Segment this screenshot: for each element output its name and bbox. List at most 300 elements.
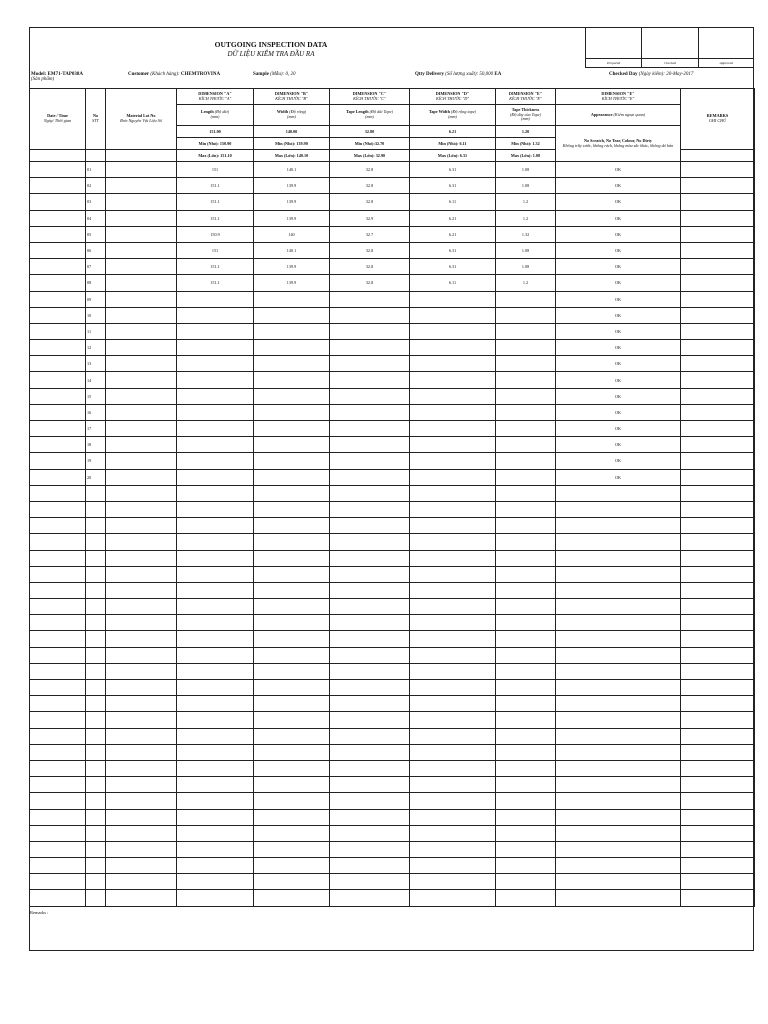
empty-cell: [254, 663, 330, 679]
empty-cell: [30, 534, 86, 550]
date-cell: [30, 210, 86, 226]
date-cell: [30, 162, 86, 178]
empty-row: [30, 501, 755, 517]
empty-cell: [177, 599, 254, 615]
empty-cell: [681, 518, 755, 534]
dim-e-cell: [496, 388, 556, 404]
empty-cell: [556, 841, 681, 857]
empty-cell: [86, 712, 106, 728]
date-cell: [30, 226, 86, 242]
empty-cell: [254, 534, 330, 550]
empty-cell: [30, 841, 86, 857]
no-cell: 11: [86, 323, 106, 339]
empty-cell: [86, 825, 106, 841]
dim-c-cell: [330, 437, 410, 453]
empty-cell: [86, 663, 106, 679]
empty-cell: [106, 582, 177, 598]
customer-info: Customer (Khách hàng): CHEMTROVINA: [128, 72, 221, 77]
empty-cell: [177, 696, 254, 712]
empty-cell: [496, 760, 556, 776]
empty-cell: [556, 809, 681, 825]
table-row: [30, 437, 755, 453]
empty-cell: [177, 841, 254, 857]
dim-e-cell: 1.2: [496, 194, 556, 210]
empty-cell: [410, 550, 496, 566]
empty-cell: [254, 858, 330, 874]
empty-cell: [330, 647, 410, 663]
empty-cell: [556, 890, 681, 906]
empty-cell: [177, 744, 254, 760]
dim-e-cell: [496, 372, 556, 388]
dim-a-cell: [177, 453, 254, 469]
empty-row: [30, 566, 755, 582]
document-title: OUTGOING INSPECTION DATA: [214, 40, 328, 49]
empty-row: [30, 534, 755, 550]
remarks-cell: [681, 259, 755, 275]
empty-cell: [681, 631, 755, 647]
empty-cell: [496, 615, 556, 631]
empty-cell: [410, 858, 496, 874]
lot-cell: [106, 307, 177, 323]
header-dim-d: DIMENSION "D" KÍCH THƯỚC "D": [410, 89, 496, 105]
remarks-cell: [681, 162, 755, 178]
date-cell: [30, 259, 86, 275]
empty-cell: [30, 744, 86, 760]
empty-cell: [106, 712, 177, 728]
empty-cell: [410, 663, 496, 679]
dim-c-cell: [330, 307, 410, 323]
dim-e-cell: 1.08: [496, 178, 556, 194]
remarks-cell: [681, 437, 755, 453]
empty-cell: [556, 858, 681, 874]
empty-cell: [177, 534, 254, 550]
header-dim-a: DIMENSION "A" KÍCH THƯỚC "A": [177, 89, 254, 105]
dim-e-cell: 1.08: [496, 242, 556, 258]
empty-cell: [177, 825, 254, 841]
lot-cell: [106, 275, 177, 291]
dim-a-cell: [177, 372, 254, 388]
dim-a-cell: 151.1: [177, 178, 254, 194]
empty-cell: [106, 566, 177, 582]
empty-cell: [106, 534, 177, 550]
empty-cell: [30, 485, 86, 501]
date-cell: [30, 291, 86, 307]
dim-c-cell: 32.9: [330, 210, 410, 226]
empty-cell: [330, 599, 410, 615]
table-row: [30, 421, 755, 437]
header-tape-width: Tape Width (Độ rộng tape) (mm): [410, 105, 496, 126]
appearance-cell: OK: [556, 307, 681, 323]
empty-cell: [106, 744, 177, 760]
header-no: No STT: [86, 89, 106, 150]
empty-cell: [330, 712, 410, 728]
empty-cell: [177, 858, 254, 874]
dim-d-cell: [410, 437, 496, 453]
empty-cell: [556, 582, 681, 598]
remarks-cell: [681, 178, 755, 194]
dim-c-cell: [330, 323, 410, 339]
table-row: [30, 388, 755, 404]
empty-cell: [556, 663, 681, 679]
dim-b-cell: 140: [254, 226, 330, 242]
empty-cell: [330, 744, 410, 760]
empty-cell: [496, 696, 556, 712]
header-width: Width (Độ rộng) (mm): [254, 105, 330, 126]
empty-cell: [410, 874, 496, 890]
empty-row: [30, 777, 755, 793]
empty-cell: [496, 680, 556, 696]
signature-prepared: Prepared: [586, 27, 642, 67]
empty-row: [30, 615, 755, 631]
max-a: Max (Lớn): 151.10: [177, 150, 254, 162]
dim-a-cell: 151: [177, 162, 254, 178]
dim-e-cell: [496, 469, 556, 485]
empty-cell: [30, 599, 86, 615]
empty-row: [30, 696, 755, 712]
empty-cell: [496, 728, 556, 744]
empty-cell: [496, 599, 556, 615]
empty-cell: [410, 728, 496, 744]
no-cell: 13: [86, 356, 106, 372]
table-row: [30, 259, 755, 275]
no-cell: 01: [86, 162, 106, 178]
empty-cell: [681, 501, 755, 517]
empty-row: [30, 809, 755, 825]
date-cell: [30, 356, 86, 372]
date-cell: [30, 437, 86, 453]
empty-cell: [86, 874, 106, 890]
empty-cell: [556, 501, 681, 517]
nominal-b: 140.00: [254, 126, 330, 138]
empty-cell: [556, 777, 681, 793]
dim-b-cell: [254, 469, 330, 485]
signature-checked: Checked: [642, 27, 698, 67]
max-e: Max (Lớn): 1.08: [496, 150, 556, 162]
empty-cell: [30, 809, 86, 825]
lot-cell: [106, 210, 177, 226]
dim-a-cell: [177, 388, 254, 404]
empty-cell: [681, 485, 755, 501]
empty-cell: [177, 615, 254, 631]
header-lot: Material Lot No Đơn Nguyên Vật Liệu Số: [106, 89, 177, 150]
nominal-d: 6.21: [410, 126, 496, 138]
dim-c-cell: 32.8: [330, 194, 410, 210]
empty-cell: [410, 631, 496, 647]
remarks-cell: [681, 226, 755, 242]
remarks-cell: [681, 340, 755, 356]
no-cell: 05: [86, 226, 106, 242]
dim-b-cell: [254, 307, 330, 323]
dim-d-cell: 6.31: [410, 178, 496, 194]
empty-cell: [496, 841, 556, 857]
empty-row: [30, 874, 755, 890]
empty-cell: [30, 777, 86, 793]
empty-cell: [30, 825, 86, 841]
empty-row: [30, 825, 755, 841]
lot-cell: [106, 178, 177, 194]
dim-b-cell: [254, 372, 330, 388]
date-cell: [30, 469, 86, 485]
empty-cell: [556, 550, 681, 566]
header-date: Date / Time Ngày/ Thời gian: [30, 89, 86, 150]
no-cell: 10: [86, 307, 106, 323]
lot-cell: [106, 242, 177, 258]
no-cell: 07: [86, 259, 106, 275]
empty-cell: [30, 631, 86, 647]
dim-e-cell: 1.2: [496, 275, 556, 291]
checked-day-info: Checked Day (Ngày kiểm): 20-May-2017: [609, 72, 694, 77]
empty-cell: [106, 777, 177, 793]
no-cell: 16: [86, 404, 106, 420]
empty-cell: [254, 566, 330, 582]
appearance-cell: OK: [556, 323, 681, 339]
empty-cell: [106, 890, 177, 906]
appearance-cell: OK: [556, 194, 681, 210]
empty-cell: [30, 793, 86, 809]
dim-a-cell: [177, 340, 254, 356]
remarks-cell: [681, 372, 755, 388]
date-cell: [30, 178, 86, 194]
appearance-cell: OK: [556, 388, 681, 404]
empty-cell: [106, 647, 177, 663]
empty-cell: [496, 793, 556, 809]
empty-cell: [254, 809, 330, 825]
empty-cell: [254, 728, 330, 744]
empty-cell: [177, 793, 254, 809]
min-b: Min (Nhỏ): 139.90: [254, 138, 330, 150]
empty-cell: [30, 501, 86, 517]
empty-cell: [681, 793, 755, 809]
appearance-cell: OK: [556, 372, 681, 388]
empty-cell: [410, 777, 496, 793]
dim-d-cell: [410, 356, 496, 372]
dim-e-cell: 1.08: [496, 162, 556, 178]
empty-cell: [556, 534, 681, 550]
appearance-criteria: No Scratch, No Tear, Colour, No Dirty Không trầy xước, không rách, không màu sắc khác, không dơ bẩn: [556, 126, 681, 162]
empty-cell: [86, 534, 106, 550]
remarks-area: [29, 908, 754, 951]
empty-cell: [254, 501, 330, 517]
empty-cell: [86, 841, 106, 857]
empty-cell: [330, 631, 410, 647]
table-row: [30, 242, 755, 258]
empty-cell: [106, 825, 177, 841]
empty-cell: [254, 582, 330, 598]
empty-cell: [106, 631, 177, 647]
empty-cell: [410, 599, 496, 615]
dim-e-cell: [496, 356, 556, 372]
dim-b-cell: 140.1: [254, 242, 330, 258]
empty-cell: [410, 760, 496, 776]
empty-cell: [496, 777, 556, 793]
empty-cell: [496, 534, 556, 550]
empty-cell: [30, 874, 86, 890]
empty-cell: [254, 825, 330, 841]
empty-cell: [556, 696, 681, 712]
empty-cell: [177, 582, 254, 598]
empty-cell: [410, 518, 496, 534]
remarks-cell: [681, 194, 755, 210]
max-spacer-date: [30, 150, 86, 162]
dim-e-cell: [496, 437, 556, 453]
nominal-e: 1.20: [496, 126, 556, 138]
signature-approved: Approved: [699, 27, 754, 67]
empty-cell: [254, 696, 330, 712]
empty-cell: [556, 825, 681, 841]
empty-cell: [30, 663, 86, 679]
lot-cell: [106, 469, 177, 485]
empty-cell: [177, 890, 254, 906]
empty-cell: [254, 712, 330, 728]
model-info: Model: EM71-TAP038A (Sản phẩm): [31, 72, 83, 82]
dim-d-cell: [410, 323, 496, 339]
empty-cell: [681, 599, 755, 615]
table-row: [30, 323, 755, 339]
empty-cell: [30, 550, 86, 566]
empty-cell: [496, 663, 556, 679]
empty-cell: [330, 777, 410, 793]
empty-cell: [496, 825, 556, 841]
empty-cell: [410, 825, 496, 841]
dim-d-cell: 6.31: [410, 259, 496, 275]
empty-cell: [254, 890, 330, 906]
empty-cell: [30, 680, 86, 696]
dim-a-cell: [177, 421, 254, 437]
dim-d-cell: 6.11: [410, 275, 496, 291]
empty-cell: [86, 696, 106, 712]
lot-cell: [106, 421, 177, 437]
remarks-cell: [681, 388, 755, 404]
dim-c-cell: [330, 469, 410, 485]
empty-cell: [556, 631, 681, 647]
no-cell: 17: [86, 421, 106, 437]
empty-cell: [556, 793, 681, 809]
table-row: [30, 404, 755, 420]
empty-cell: [254, 841, 330, 857]
remarks-cell: [681, 323, 755, 339]
table-row: [30, 162, 755, 178]
empty-cell: [106, 760, 177, 776]
empty-cell: [86, 582, 106, 598]
empty-cell: [30, 890, 86, 906]
dim-c-cell: 32.8: [330, 162, 410, 178]
empty-cell: [86, 631, 106, 647]
dim-c-cell: 32.7: [330, 226, 410, 242]
min-d: Min (Nhỏ): 6.11: [410, 138, 496, 150]
dim-b-cell: [254, 291, 330, 307]
empty-cell: [330, 858, 410, 874]
qty-info: Qtty Delivery (Số lượng xuất): 50,000 EA: [415, 72, 502, 77]
no-cell: 09: [86, 291, 106, 307]
empty-cell: [330, 550, 410, 566]
table-row: [30, 469, 755, 485]
empty-row: [30, 841, 755, 857]
appearance-cell: OK: [556, 259, 681, 275]
empty-cell: [410, 566, 496, 582]
appearance-cell: OK: [556, 356, 681, 372]
empty-cell: [177, 566, 254, 582]
empty-cell: [177, 777, 254, 793]
date-cell: [30, 275, 86, 291]
empty-cell: [177, 728, 254, 744]
empty-cell: [86, 793, 106, 809]
dim-d-cell: [410, 307, 496, 323]
empty-cell: [106, 728, 177, 744]
empty-cell: [254, 760, 330, 776]
header-dim-c: DIMENSION "C" KÍCH THƯỚC "C": [330, 89, 410, 105]
remarks-cell: [681, 404, 755, 420]
empty-cell: [330, 485, 410, 501]
no-cell: 03: [86, 194, 106, 210]
dim-c-cell: [330, 291, 410, 307]
appearance-cell: OK: [556, 469, 681, 485]
dim-e-cell: [496, 340, 556, 356]
dim-e-cell: 1.08: [496, 259, 556, 275]
remarks-cell: [681, 307, 755, 323]
document-title-block: [29, 40, 513, 58]
empty-row: [30, 485, 755, 501]
dim-b-cell: [254, 323, 330, 339]
max-c: Max (Lớn): 32.90: [330, 150, 410, 162]
appearance-cell: OK: [556, 178, 681, 194]
empty-cell: [681, 550, 755, 566]
empty-cell: [86, 501, 106, 517]
dim-d-cell: [410, 291, 496, 307]
dim-b-cell: [254, 340, 330, 356]
empty-cell: [30, 760, 86, 776]
empty-cell: [177, 663, 254, 679]
empty-cell: [177, 760, 254, 776]
empty-cell: [681, 874, 755, 890]
empty-cell: [86, 518, 106, 534]
dim-a-cell: [177, 356, 254, 372]
date-cell: [30, 307, 86, 323]
nominal-c: 32.80: [330, 126, 410, 138]
table-row: [30, 210, 755, 226]
empty-row: [30, 712, 755, 728]
dim-c-cell: [330, 388, 410, 404]
table-row: [30, 291, 755, 307]
empty-cell: [496, 501, 556, 517]
empty-cell: [410, 696, 496, 712]
lot-cell: [106, 340, 177, 356]
dim-c-cell: [330, 404, 410, 420]
table-row: [30, 178, 755, 194]
min-c: Min (Nhỏ):32.70: [330, 138, 410, 150]
dim-c-cell: [330, 372, 410, 388]
date-cell: [30, 453, 86, 469]
empty-cell: [254, 793, 330, 809]
dim-b-cell: [254, 388, 330, 404]
no-cell: 02: [86, 178, 106, 194]
min-e: Min (Nhỏ): 1.32: [496, 138, 556, 150]
empty-cell: [106, 680, 177, 696]
empty-cell: [681, 582, 755, 598]
empty-cell: [106, 809, 177, 825]
dim-a-cell: 150.9: [177, 226, 254, 242]
dim-e-cell: [496, 323, 556, 339]
header-tape-thickness: Tape Thickness (Độ dày của Tape) (mm): [496, 105, 556, 126]
empty-cell: [410, 582, 496, 598]
empty-row: [30, 744, 755, 760]
empty-row: [30, 599, 755, 615]
dim-c-cell: 32.8: [330, 275, 410, 291]
empty-cell: [681, 744, 755, 760]
table-row: [30, 356, 755, 372]
max-spacer-lot: [106, 150, 177, 162]
lot-cell: [106, 323, 177, 339]
empty-cell: [681, 663, 755, 679]
